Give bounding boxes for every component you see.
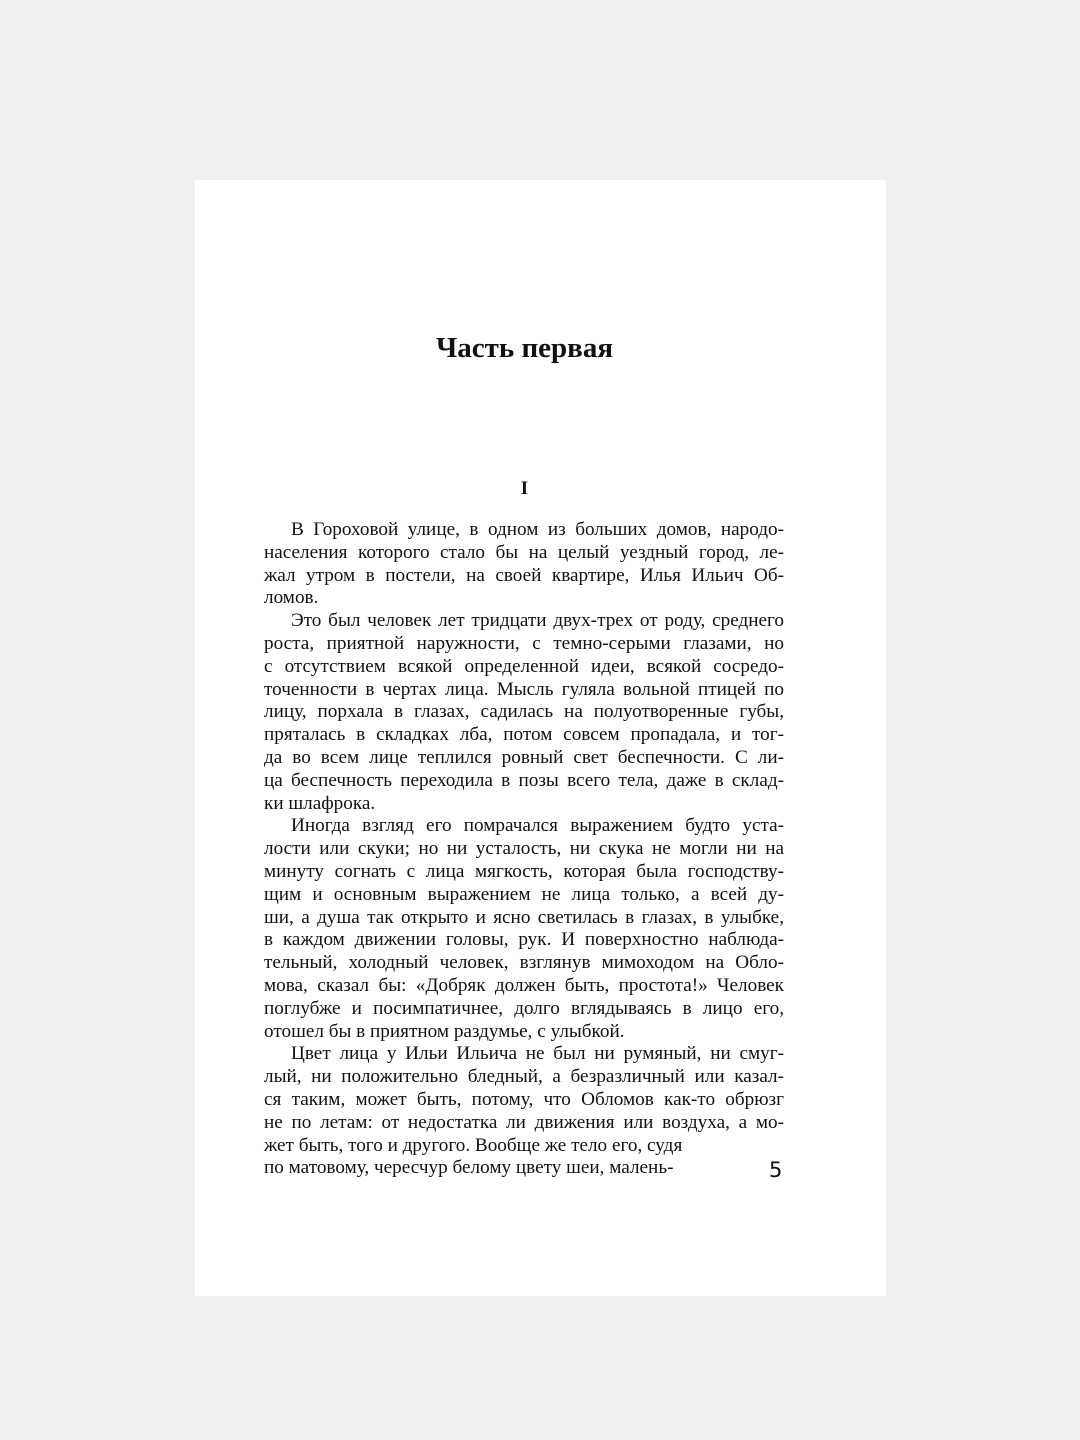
text-line: ки шлафрока. (264, 792, 376, 814)
text-line: жал утром в постели, на своей квартире, Илья Ильич Об- (264, 564, 784, 586)
text-line: лый, ни положительно бледный, а безразличный или казал- (264, 1066, 784, 1088)
text-line: лицу, порхала в глазах, садилась на полуотворенные губы, (264, 701, 784, 723)
text-line: Иногда взгляд его помрачался выражением будто уста- (291, 815, 784, 837)
page-number: 5 (769, 1158, 783, 1182)
text-line: в каждом движении головы, рук. И поверхностно наблюда- (264, 929, 784, 951)
text-line: ши, а душа так открыто и ясно светилась в глазах, в улыбке, (264, 906, 784, 928)
text-line: В Гороховой улице, в одном из больших домов, народо- (291, 519, 784, 540)
text-line: роста, приятной наружности, с темно-серыми глазами, но (264, 632, 784, 654)
text-line: ца беспечность переходила в позы всего тела, даже в склад- (264, 769, 784, 791)
text-line: минуту согнать с лица мягкость, которая была господству- (264, 860, 784, 882)
text-line: Это был человек лет тридцати двух-трех от роду, среднего (291, 610, 784, 632)
text-line: точенности в чертах лица. Мысль гуляла вольной птицей по (264, 678, 784, 700)
chapter-number: I (520, 478, 529, 499)
text-line: с отсутствием всякой определенной идеи, всякой сосредо- (264, 655, 784, 677)
text-line: по матовому, чересчур белому цвету шеи, малень- (264, 1157, 674, 1179)
text-line: лости или скуки; но ни усталость, ни скука не могли ни на (264, 838, 784, 860)
part-title: Часть первая (435, 332, 614, 364)
text-line: ломов. (264, 587, 319, 609)
text-line: поглубже и посимпатичнее, долго вглядываясь в лицо его, (264, 997, 784, 1019)
text-line: жет быть, того и другого. Вообще же тело его, судя (264, 1134, 683, 1156)
book-page (195, 180, 886, 1296)
text-line: Цвет лица у Ильи Ильича не был ни румяный, ни смуг- (291, 1043, 784, 1065)
text-line: ся таким, может быть, потому, что Обломов как-то обрюзг (264, 1088, 784, 1110)
text-line: населения которого стало бы на целый уездный город, ле- (264, 541, 784, 563)
text-line: отошел бы в приятном раздумье, с улыбкой. (264, 1020, 625, 1042)
text-line: пряталась в складках лба, потом совсем пропадала, и тог- (264, 724, 784, 746)
text-line: тельный, холодный человек, взглянув мимоходом на Обло- (264, 952, 784, 974)
text-line: не по летам: от недостатка ли движения или воздуха, а мо- (264, 1111, 784, 1133)
body-text (264, 519, 784, 1180)
text-line: да во всем лице теплился ровный свет беспечности. С ли- (264, 746, 784, 768)
text-line: щим и основным выражением не лица только, а всей ду- (264, 883, 784, 905)
text-line: мова, сказал бы: «Добряк должен быть, простота!» Человек (264, 974, 784, 996)
